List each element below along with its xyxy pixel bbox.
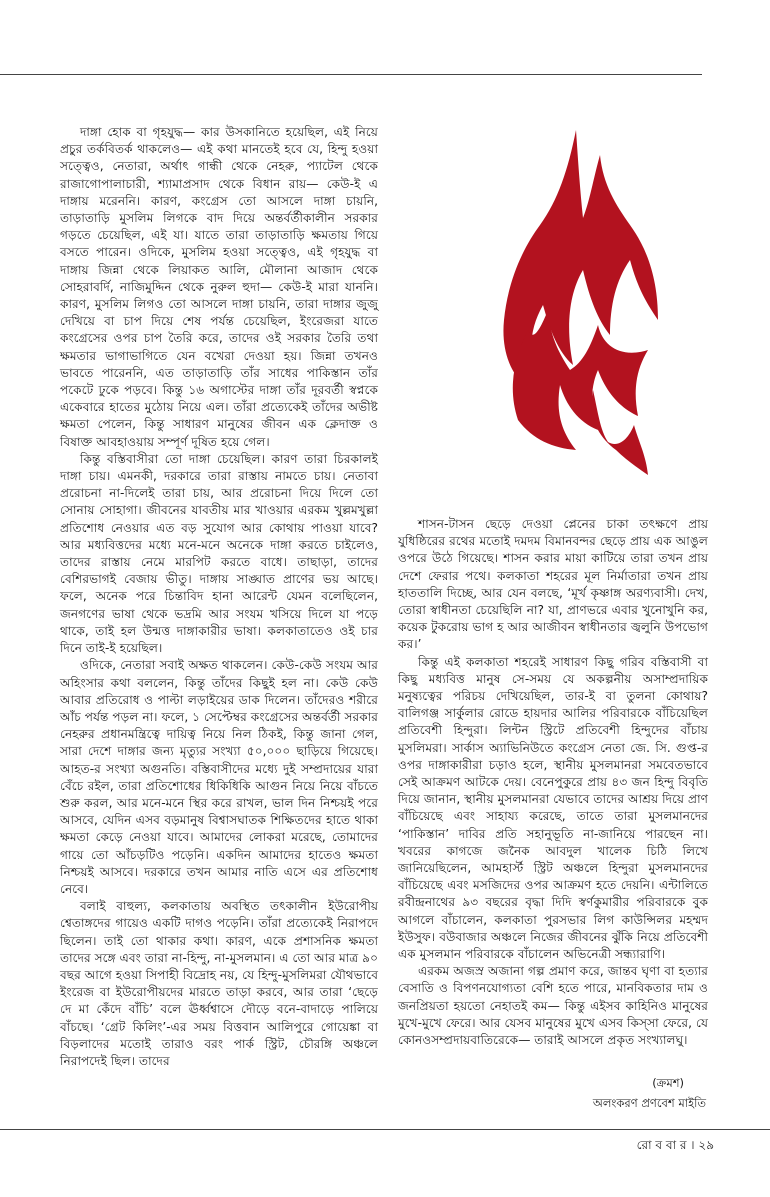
paragraph: ওদিকে, নেতারা সবাই অক্ষত থাকলেন। কেউ-কেউ সংযম আর অহিংসার কথা বললেন, কিন্তু তাঁদের কিছুই হল না। কেউ কেউ আবার প্রতিরোধ ও পাল্টা লড়াইয়ের ডাক দিলেন। তাঁদেরও শরীরে আঁচ পর্যন্ত পড়ল না। ফলে, ১ সেপ্টেম্বর কংগ্রেসের অন্তর্বর্তী সরকার নেহরুর প্রধানমন্ত্রিত্বে দায়িত্ব নিয়ে নিল ঠিকই, কিন্তু জানা গেল, সারা দেশে দাঙ্গার জন্য মৃত্যুর সংখ্যা ৫০,০০০ ছাড়িয়ে গিয়েছে। আহত-র সংখ্যা অগুনতি। বস্তিবাসীদের মধ্যে দুই সম্প্রদায়ের যারা বেঁচে রইল, তারা প্রতিশোধের ধিকিধিকি আগুন নিয়ে নিয়ে বাঁচতে শুরু করল, আর মনে-মনে স্থির করে রাখল, ভাল দিন নিশ্চয়ই পরে আসবে, যেদিন এসব বড়মানুষ বিশ্বাসঘাতক শিক্ষিতদের হাতে থাকা ক্ষমতা কেড়ে নেওয়া যাবে। আমাদের লোকরা মরেছে, তোমাদের গায়ে তো আঁচড়টিও পড়েনি। একদিন আমাদের হাতেও ক্ষমতা নিশ্চয়ই আসবে। দরকারে তখন আমার নাতি এসে এর প্রতিশোধ নেবে। bbox=[60, 658, 378, 896]
paragraph: কিন্তু বস্তিবাসীরা তো দাঙ্গা চেয়েছিল। কারণ তারা চিরকালই দাঙ্গা চায়। এমনকী, দরকারে তারা রাস্তায় নামতে চায়। নেতাবা প্ররোচনা না-দিলেই তারা চায়, আর প্ররোচনা দিয়ে দিলে তো সোনায় সোহাগা। জীবনের যাবতীয় মার খাওয়ার এরকম খুল্লমখুল্লা প্রতিশোধ নেওয়ার এত বড় সুযোগ আর কোথায় পাওয়া যাবে? আর মধ্যবিত্তদের মধ্যে মনে-মনে অনেকে দাঙ্গা করতে চাইলেও, তাদের রাস্তায় নেমে মারপিট করতে বাধে। তাছাড়া, তাদের বেশিরভাগই বেজায় ভীতু। দাঙ্গায় সাঙ্ঘাত প্রাণের ভয় আছে। ফলে, অনেক পরে চিন্তাবিদ হানা আরেন্ট যেমন বলেছিলেন, জনগণের ভাষা থেকে ভদ্রমি আর সংযম খসিয়ে দিলে যা পড়ে থাকে, তাই হল উন্মত্ত দাঙ্গাকারীর ভাষা। কলকাতাতেও ওই চার দিনে তাই-ই হয়েছিল। bbox=[60, 451, 378, 656]
article-left-column bbox=[60, 124, 378, 1070]
paragraph: দাঙ্গা হোক বা গৃহযুদ্ধ— কার উসকানিতে হয়েছিল, এই নিয়ে প্রচুর তর্কবিতর্ক থাকলেও— এই কথা মানতেই হবে যে, হিন্দু হওয়া সত্ত্বেও, নেতারা, অর্থাৎ গান্ধী থেকে নেহরু, প্যাটেল থেকে রাজাগোপালাচারী, শ্যামাপ্রসাদ থেকে বিধান রায়— কেউ-ই এ দাঙ্গায় মরেননি। কারণ, কংগ্রেস তো আসলে দাঙ্গা চায়নি, তাড়াতাড়ি মুসলিম লিগকে বাদ দিয়ে অন্তর্বর্তীকালীন সরকার গড়তে চেয়েছিল, এই যা। যাতে তারা তাড়াতাড়ি ক্ষমতায় গিয়ে বসতে পারেন। ওদিকে, মুসলিম হওয়া সত্ত্বেও, এই গৃহযুদ্ধ বা দাঙ্গায় জিন্না থেকে লিয়াকত আলি, মৌলানা আজাদ থেকে সোহরাবর্দি, নাজিমুদ্দিন থেকে নুরুল হুদা— কেউ-ই মারা যাননি। কারণ, মুসলিম লিগও তো আসলে দাঙ্গা চায়নি, তারা দাঙ্গার জুজু দেখিয়ে বা চাপ দিয়ে শেষ পর্যন্ত চেয়েছিল, ইংরেজরা যাতে কংগ্রেসের ওপর চাপ তৈরি করে, তাদের ওই সরকার তৈরি তথা ক্ষমতার ভাগাভাগিতে যেন বখেরা দেওয়া হয়। জিন্না তখনও ভাবতে পারেননি, এত তাড়াতাড়ি তাঁর সাধের পাকিস্তান তাঁর পকেটে ঢুকে পড়বে। কিন্তু ১৬ অগাস্টের দাঙ্গা তাঁর দূরবর্তী স্বপ্নকে একেবারে হাতের মুঠোয় নিয়ে এল। তাঁরা প্রত্যেকেই তাঁদের অভীষ্ট ক্ষমতা পেলেন, কিন্তু সাধারণ মানুষের জীবন এক ক্লেদাক্ত ও বিষাক্ত আবহাওয়ায় সম্পূর্ণ দূষিত হয়ে গেল। bbox=[60, 125, 378, 449]
paragraph: বলাই বাহুল্য, কলকাতায় অবস্থিত তৎকালীন ইউরোপীয় শ্বেতাঙ্গদের গায়েও একটি দাগও পড়েনি। তাঁরা প্রত্যেকেই নিরাপদে ছিলেন। তাই তো থাকার কথা। কারণ, একে প্রশাসনিক ক্ষমতা তাদের সঙ্গে এবং তারা না-হিন্দু, না-মুসলমান। এ তো আর মাত্র ৯০ বছর আগে হওয়া সিপাহী বিদ্রোহ নয়, যে হিন্দু-মুসলিমরা যৌথভাবে ইংরেজ বা ইউরোপীয়দের মারতে তাড়া করবে, আর তারা ‘ছেড়ে দে মা কেঁদে বাঁচি’ বলে ঊর্ধ্বশ্বাসে দৌড়ে বনে-বাদাড়ে পালিয়ে বাঁচছে। ‘গ্রেট কিলিং’-এর সময় বিত্তবান আলিপুরে গোয়েঙ্কা বা বিড়লাদের মতোই তারাও বরং পার্ক স্ট্রিট, চৌরঙ্গি অঞ্চলে নিরাপদেই ছিল। তাদের bbox=[60, 899, 378, 1068]
page-folio: রো ব বা র । ২৯ bbox=[636, 1138, 714, 1152]
paragraph: শাসন-টাসন ছেড়ে দেওয়া প্লেনের চাকা তৎক্ষণে প্রায় যুধিষ্ঠিরের রথের মতোই দমদম বিমানবন্দর ছেড়ে প্রায় এক আঙুল ওপরে উঠে গিয়েছে। শাসন করার মায়া কাটিয়ে তারা তখন প্রায় দেশে ফেরার পথে। কলকাতা শহরের মূল নির্মাতারা তখন প্রায় হাততালি দিচ্ছে, আর যেন বলছে, ‘মূর্খ কৃষ্ণাঙ্গ অরণ্যবাসী। দেখ, তোরা স্বাধীনতা চেয়েছিলি না? যা, প্রাণভরে এবার খুনোখুনি কর, কয়েক টুকরোয় ভাগ হ আর আজীবন স্বাধীনতার জ্বলুনি উপভোগ কর।’ bbox=[398, 517, 708, 652]
article-right-column bbox=[398, 516, 708, 1049]
top-rule bbox=[0, 74, 702, 75]
to-be-continued-note: (ক্রমশ) bbox=[652, 1076, 684, 1090]
illustration-credit: অলংকরণ প্রণবেশ মাইতি bbox=[592, 1096, 706, 1110]
red-flame-icon bbox=[498, 130, 658, 475]
paragraph: কিন্তু এই কলকাতা শহরেই সাধারণ কিছু গরিব বস্তিবাসী বা কিছু মধ্যবিত্ত মানুষ সে-সময় যে অকল্পনীয় অসাম্প্রদায়িক মনুষ্যত্বের পরিচয় দেখিয়েছিল, তার-ই বা তুলনা কোথায়? বালিগঞ্জ সার্কুলার রোডে হায়দার আলির পরিবারকে বাঁচিয়েছিল প্রতিবেশী হিন্দুরা। লিন্টন স্ট্রিটে প্রতিবেশী হিন্দুদের বাঁচায় মুসলিমরা। সার্কাস অ্যাভিনিউতে কংগ্রেস নেতা জে. সি. গুপ্ত-র ওপর দাঙ্গাকারীরা চড়াও হলে, স্থানীয় মুসলমানরা সমবেতভাবে সেই আক্রমণ আটকে দেয়। বেনেপুকুরে প্রায় ৪৩ জন হিন্দু বিবৃতি দিয়ে জানান, স্থানীয় মুসলমানরা যেভাবে তাদের আশ্রয় দিয়ে প্রাণ বাঁচিয়েছে এবং সাহায্য করেছে, তাতে তারা মুসলমানদের ‘পাকিস্তান’ দাবির প্রতি সহানুভূতি না-জানিয়ে পারছেন না। খবরের কাগজে জনৈক আবদুল খালেক চিঠি লিখে জানিয়েছিলেন, আমহার্স্ট স্ট্রিট অঞ্চলে হিন্দুরা মুসলমানদের বাঁচিয়েছে এবং মসজিদের ওপর আক্রমণ হতে দেয়নি। এন্টালিতে রবীন্দ্রনাথের ৯৩ বছরের বৃদ্ধা দিদি স্বর্ণকুমারীর পরিবারকে বুক আগলে বাঁচালেন, কলকাতা পুরসভার লিগ কাউন্সিলর মহম্মদ ইউসুফ। বউবাজার অঞ্চলে নিজের জীবনের ঝুঁকি নিয়ে প্রতিবেশী এক মুসলমান পরিবারকে বাঁচালেন অভিনেত্রী সন্ধ্যারাণি। bbox=[398, 654, 708, 962]
bottom-rule bbox=[0, 1129, 770, 1130]
paragraph: এরকম অজস্র অজানা গল্প প্রমাণ করে, জান্তব ঘৃণা বা হত্যার বেসাতি ও বিপণনযোগ্যতা বেশি হতে পারে, মানবিকতার দাম ও জনপ্রিয়তা হয়তো নেহাতই কম— কিন্তু এইসব কাহিনিও মানুষের মুখে-মুখে ফেরে। আর যেসব মানুষের মুখে এসব কিস্সা ফেরে, যে কোনওসম্প্রদায়বাতিরেকে— তারাই আসলে প্রকৃত সংখ্যালঘু। bbox=[398, 964, 708, 1048]
